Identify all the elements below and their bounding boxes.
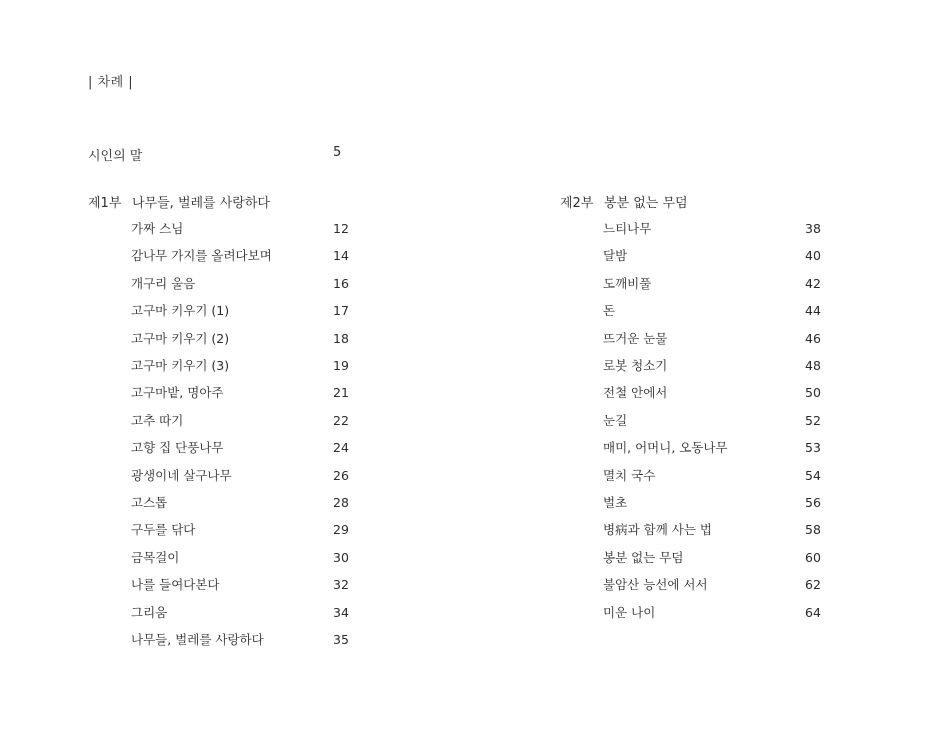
toc-entry-page: 40: [805, 248, 821, 263]
part-2-header: [560, 192, 688, 211]
toc-entry-page: 42: [805, 276, 821, 291]
toc-entry-page: 56: [805, 495, 821, 510]
toc-entry-title[interactable]: 가짜 스님: [131, 221, 184, 236]
toc-entry-page: 14: [333, 248, 349, 263]
toc-entry-title[interactable]: 전철 안에서: [603, 385, 668, 400]
toc-entry-page: 46: [805, 331, 821, 346]
toc-entry-page: 53: [805, 440, 821, 455]
toc-entry-page: 28: [333, 495, 349, 510]
toc-entry-title[interactable]: 달밤: [603, 248, 628, 263]
toc-entry-title[interactable]: 고구마 키우기 (1): [131, 303, 230, 318]
toc-entry-page: 58: [805, 522, 821, 537]
toc-heading: | 차례 |: [88, 75, 134, 90]
preface-title[interactable]: 시인의 말: [88, 149, 143, 164]
toc-entry-page: 52: [805, 413, 821, 428]
toc-entry-page: 34: [333, 605, 349, 620]
toc-entry-title[interactable]: 고추 따기: [131, 413, 184, 428]
toc-entry-page: 19: [333, 358, 349, 373]
toc-entry-page: 60: [805, 550, 821, 565]
toc-entry-page: 24: [333, 440, 349, 455]
part-1-header: [88, 192, 270, 211]
toc-entry-page: 30: [333, 550, 349, 565]
toc-entry-page: 17: [333, 303, 349, 318]
part-2-title[interactable]: 봉분 없는 무덤: [604, 196, 688, 211]
toc-entry-page: 35: [333, 632, 349, 647]
toc-entry-title[interactable]: 개구리 울음: [131, 276, 196, 291]
toc-entry-title[interactable]: 그리움: [131, 605, 168, 620]
toc-entry-page: 16: [333, 276, 349, 291]
toc-entry-title[interactable]: 고구마 키우기 (2): [131, 331, 230, 346]
toc-entry-page: 32: [333, 577, 349, 592]
toc-entry-page: 50: [805, 385, 821, 400]
toc-entry-title[interactable]: 도깨비풀: [603, 276, 652, 291]
preface-page: 5: [333, 145, 342, 160]
toc-entry-page: 12: [333, 221, 349, 236]
toc-entry-title[interactable]: 미운 나이: [603, 605, 656, 620]
toc-entry-page: 26: [333, 468, 349, 483]
toc-entry-page: 22: [333, 413, 349, 428]
toc-entry-title[interactable]: 불암산 능선에 서서: [603, 577, 708, 592]
toc-entry-title[interactable]: 로봇 청소기: [603, 358, 668, 373]
toc-entry-title[interactable]: 감나무 가지를 올려다보며: [131, 248, 272, 263]
toc-entry-title[interactable]: 돈: [603, 303, 616, 318]
toc-entry-page: 44: [805, 303, 821, 318]
toc-entry-page: 48: [805, 358, 821, 373]
toc-entry-title[interactable]: 고구마밭, 명아주: [131, 385, 224, 400]
toc-entry-page: 62: [805, 577, 821, 592]
part-2-number: 제2부: [560, 196, 594, 211]
toc-entry-title[interactable]: 고향 집 단풍나무: [131, 440, 224, 455]
toc-entry-page: 38: [805, 221, 821, 236]
toc-entry-title[interactable]: 느티나무: [603, 221, 652, 236]
part-1-title[interactable]: 나무들, 벌레를 사랑하다: [132, 196, 270, 211]
toc-entry-title[interactable]: 고스톱: [131, 495, 168, 510]
toc-entry-title[interactable]: 광생이네 살구나무: [131, 468, 232, 483]
toc-entry-title[interactable]: 병病과 함께 사는 법: [603, 522, 712, 537]
toc-entry-title[interactable]: 봉분 없는 무덤: [603, 550, 684, 565]
toc-entry-page: 64: [805, 605, 821, 620]
toc-entry-title[interactable]: 고구마 키우기 (3): [131, 358, 230, 373]
toc-entry-title[interactable]: 구두를 닦다: [131, 522, 196, 537]
toc-entry-title[interactable]: 뜨거운 눈물: [603, 331, 668, 346]
part-1-number: 제1부: [88, 196, 122, 211]
toc-entry-page: 21: [333, 385, 349, 400]
toc-entry-title[interactable]: 눈길: [603, 413, 628, 428]
toc-entry-page: 29: [333, 522, 349, 537]
toc-entry-page: 18: [333, 331, 349, 346]
toc-entry-title[interactable]: 매미, 어머니, 오동나무: [603, 440, 728, 455]
toc-entry-title[interactable]: 멸치 국수: [603, 468, 656, 483]
toc-entry-title[interactable]: 벌초: [603, 495, 628, 510]
toc-entry-page: 54: [805, 468, 821, 483]
toc-entry-title[interactable]: 금목걸이: [131, 550, 180, 565]
toc-entry-title[interactable]: 나를 들여다본다: [131, 577, 220, 592]
toc-entry-title[interactable]: 나무들, 벌레를 사랑하다: [131, 632, 264, 647]
